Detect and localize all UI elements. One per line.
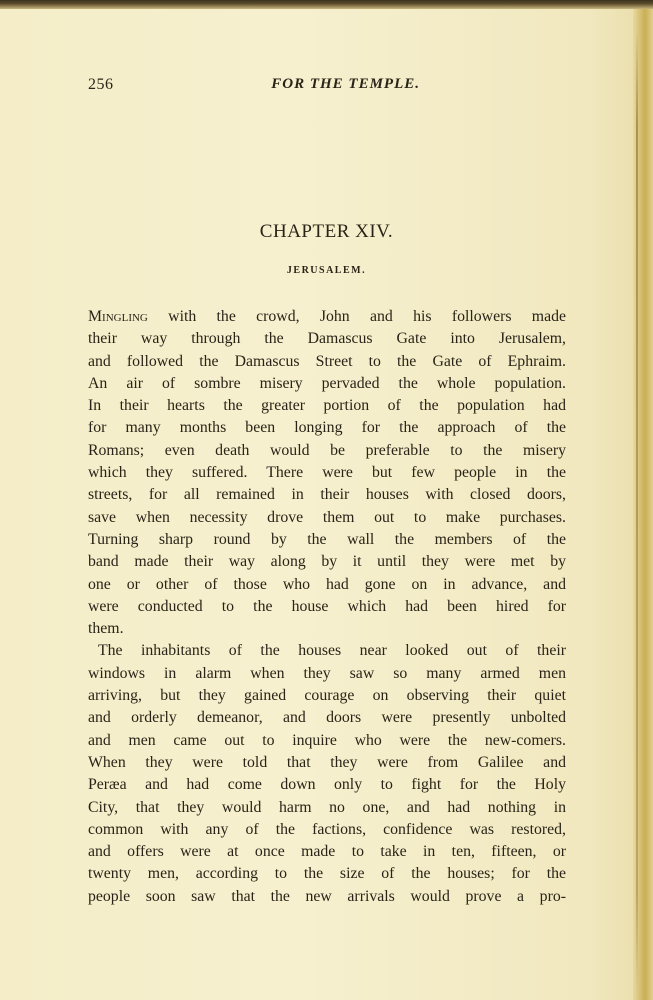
page-top-edge — [0, 0, 653, 9]
text-line: arriving, but they gained courage on observing their quiet — [88, 687, 566, 705]
running-header — [88, 76, 420, 98]
running-head-title: FOR THE TEMPLE. — [271, 76, 420, 92]
text-line: them. — [88, 620, 124, 638]
chapter-title: CHAPTER XIV. — [259, 221, 394, 242]
text-line: Turning sharp round by the wall the members of the — [88, 530, 566, 548]
text-line: and offers were at once made to take in ten, fifteen, or — [88, 843, 566, 861]
chapter-subtitle: JERUSALEM. — [286, 265, 367, 276]
lead-word: Mingling — [88, 308, 148, 325]
text-line: for many months been longing for the approach of the — [88, 419, 566, 437]
text-line: common with any of the factions, confidence was restored, — [88, 820, 566, 838]
text-line: and men came out to inquire who were the new-comers. — [88, 731, 566, 749]
text-line: and orderly demeanor, and doors were presently unbolted — [88, 709, 566, 727]
text-line: streets, for all remained in their houses with closed doors, — [88, 486, 566, 504]
text-line: their way through the Damascus Gate into Jerusalem, — [88, 330, 566, 348]
text-line: windows in alarm when they saw so many armed men — [88, 664, 566, 682]
text-line: The inhabitants of the houses near looked out of their — [98, 642, 566, 660]
text-line: band made their way along by it until they were met by — [88, 553, 566, 571]
text-line: twenty men, according to the size of the houses; for the — [88, 865, 566, 883]
text-line: were conducted to the house which had been hired for — [88, 597, 566, 615]
text-line: and followed the Damascus Street to the Gate of Ephraim. — [88, 352, 566, 370]
text-line: which they suffered. There were but few people in the — [88, 464, 566, 482]
page-gutter-line — [636, 30, 638, 990]
text-line: save when necessity drove them out to make purchases. — [88, 508, 566, 526]
text-line: An air of sombre misery pervaded the whole population. — [88, 374, 566, 392]
text-line: In their hearts the greater portion of the population had — [88, 397, 566, 415]
page-number: 256 — [88, 76, 114, 93]
text-line: Peræa and had come down only to fight for the Holy — [88, 776, 566, 794]
text-line: When they were told that they were from Galilee and — [88, 753, 566, 771]
text-line: Romans; even death would be preferable to the misery — [88, 441, 566, 459]
text-line: Mingling with the crowd, John and his followers made — [88, 308, 566, 325]
body-text — [88, 306, 566, 908]
text-line: people soon saw that the new arrivals would prove a pro- — [88, 887, 566, 905]
text-line: one or other of those who had gone on in advance, and — [88, 575, 566, 593]
text-line: City, that they would harm no one, and had nothing in — [88, 798, 566, 816]
